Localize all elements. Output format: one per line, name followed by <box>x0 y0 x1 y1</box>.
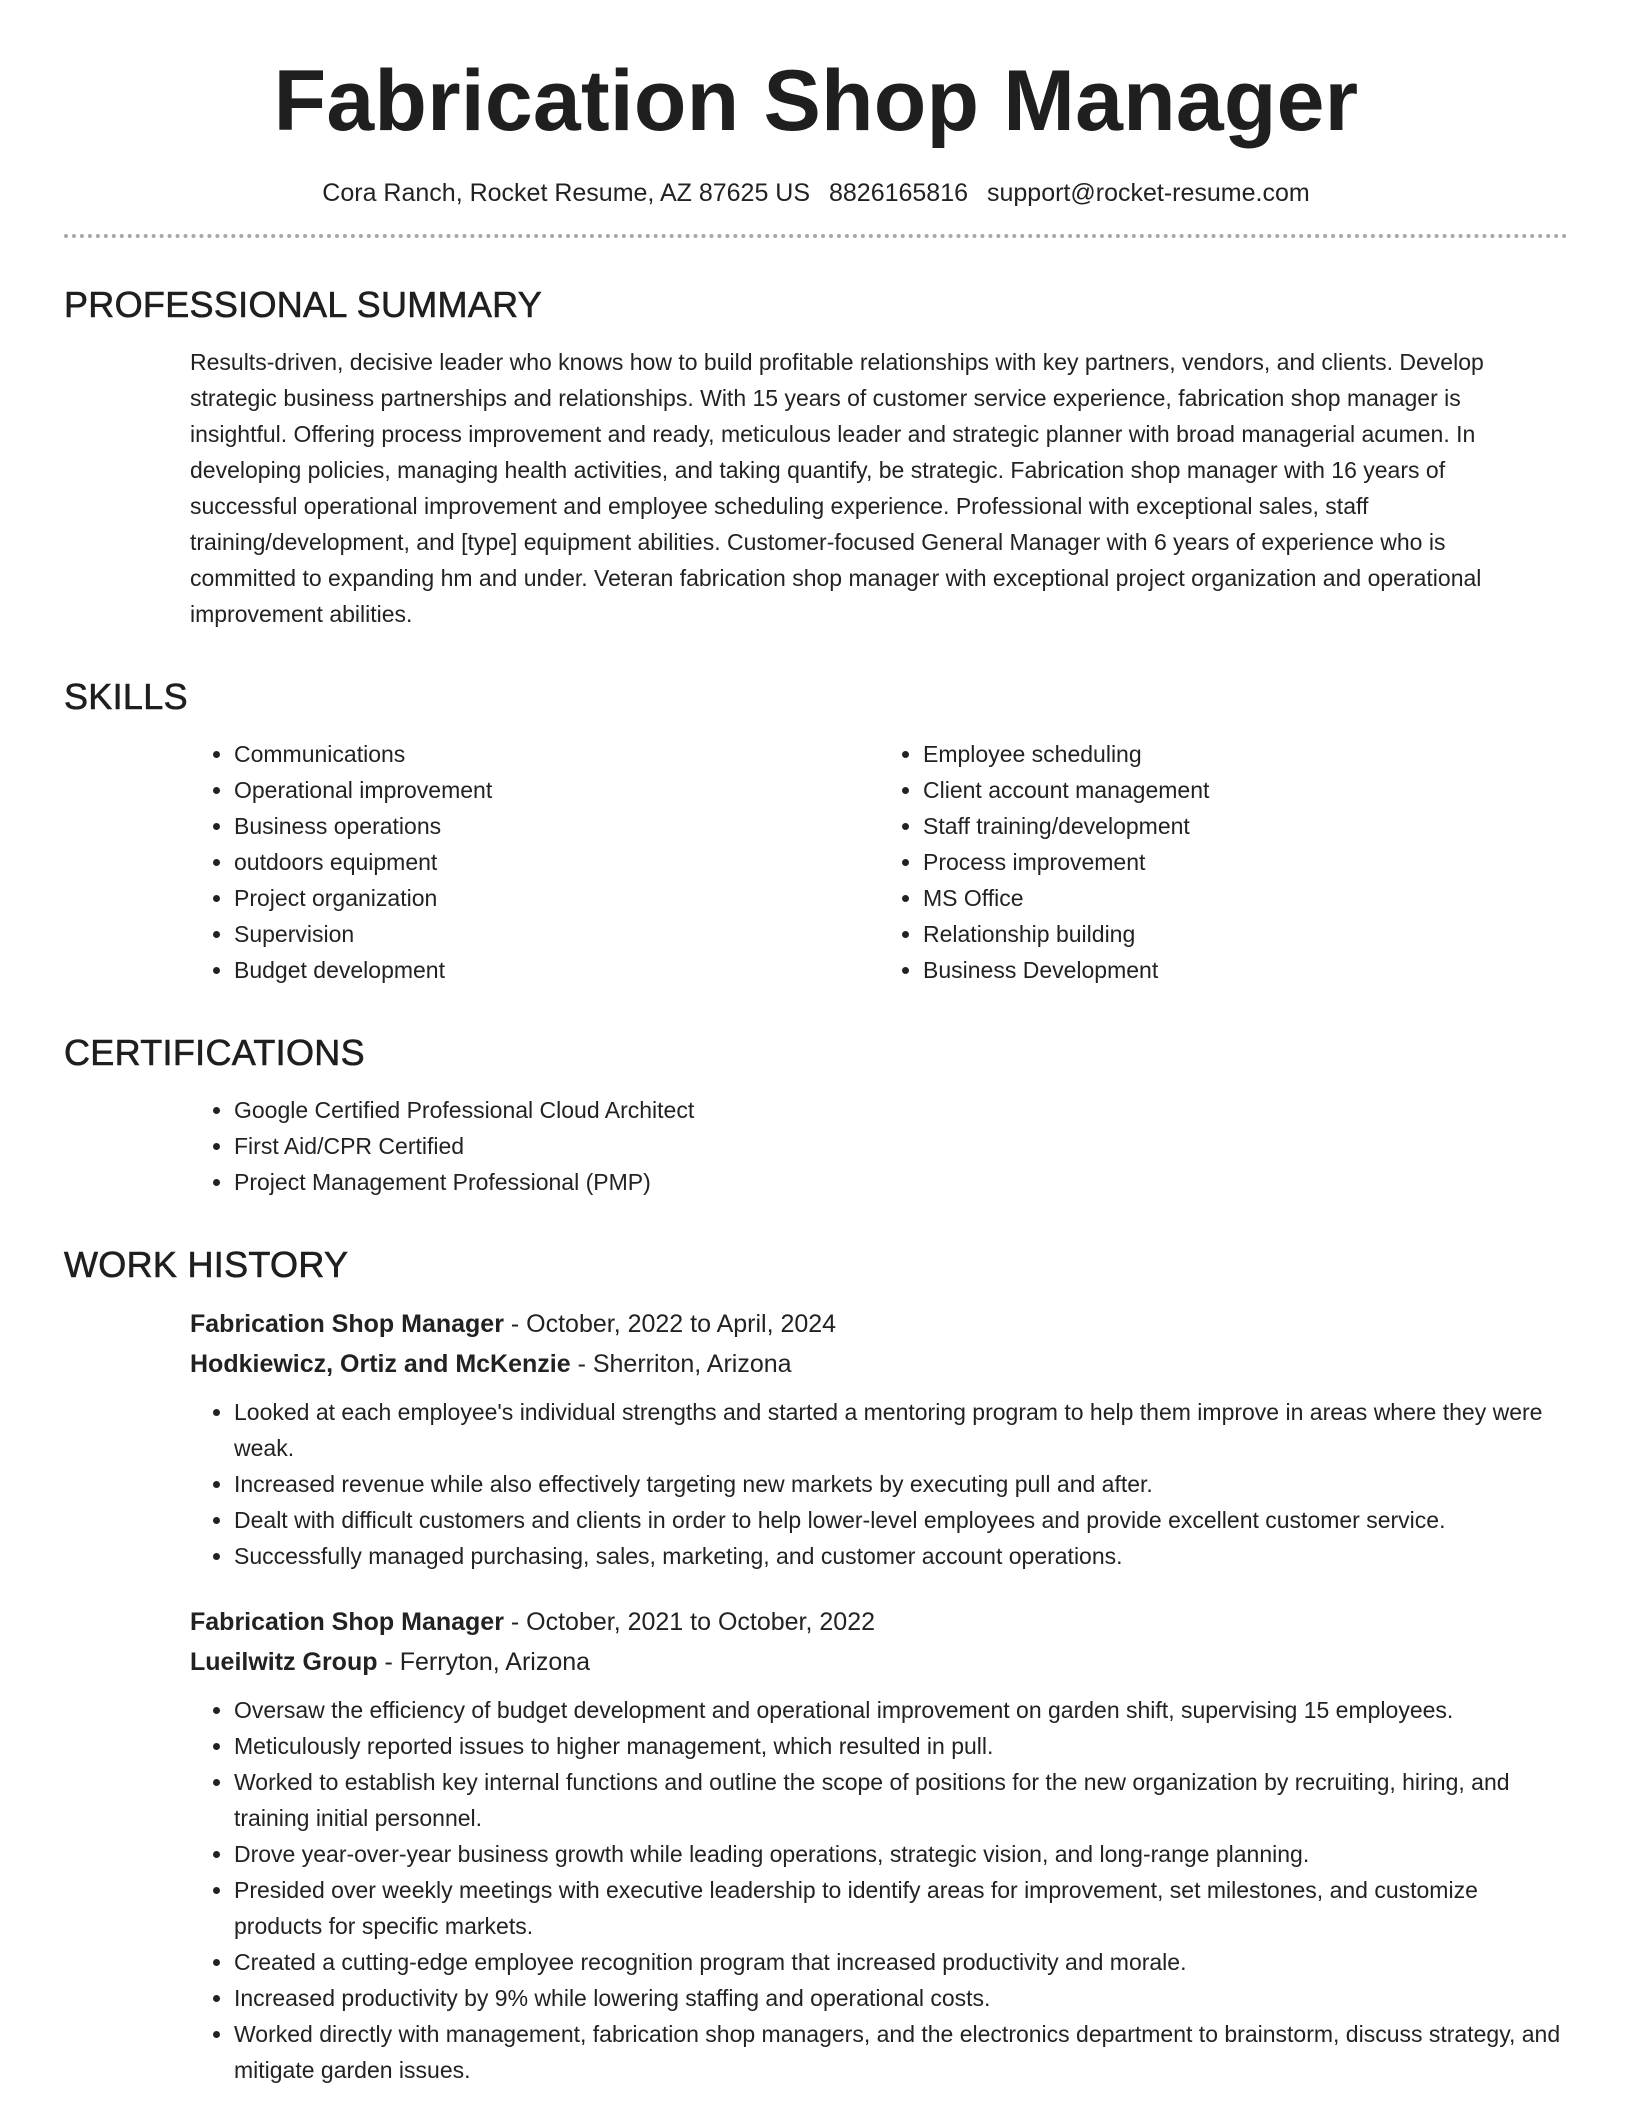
job-company: Hodkiewicz, Ortiz and McKenzie <box>190 1349 571 1378</box>
certifications-section <box>64 1092 1568 1200</box>
skills-section <box>64 736 1568 988</box>
job-bullet: • Increased productivity by 9% while lowering staffing and operational costs. <box>234 1980 1568 2016</box>
job-bullet: • Created a cutting-edge employee recognition program that increased productivity and morale. <box>234 1944 1568 1980</box>
skill-item: • Communications <box>234 736 879 772</box>
work-history-section <box>64 1304 1568 2088</box>
job-bullet: • Worked directly with management, fabrication shop managers, and the electronics department to brainstorm, discuss strategy, and mitigate garden issues. <box>234 2016 1568 2088</box>
certifications-heading: CERTIFICATIONS <box>64 1031 365 1073</box>
job-bullet: • Successfully managed purchasing, sales, marketing, and customer account operations. <box>234 1538 1568 1574</box>
certifications-list <box>190 1092 1568 1200</box>
skill-item: • outdoors equipment <box>234 844 879 880</box>
contact-phone: 8826165816 <box>828 178 969 207</box>
skill-item: • Employee scheduling <box>923 736 1568 772</box>
work-history-heading: WORK HISTORY <box>64 1243 349 1285</box>
summary-heading: PROFESSIONAL SUMMARY <box>64 283 543 325</box>
skills-list-right <box>879 736 1568 988</box>
skill-item: • MS Office <box>923 880 1568 916</box>
summary-section <box>64 344 1568 632</box>
job-location: - Sherriton, Arizona <box>570 1349 792 1378</box>
job-bullet: • Drove year-over-year business growth while leading operations, strategic vision, and long-range planning. <box>234 1836 1568 1872</box>
job-bullet: • Increased revenue while also effectively targeting new markets by executing pull and after. <box>234 1466 1568 1502</box>
skills-list-left <box>190 736 879 988</box>
job-location: - Ferryton, Arizona <box>377 1647 591 1676</box>
job-bullet: • Presided over weekly meetings with executive leadership to identify areas for improvement, set milestones, and customize products for specific markets. <box>234 1872 1568 1944</box>
job-dates: - October, 2022 to April, 2024 <box>503 1309 837 1338</box>
skill-item: • Budget development <box>234 952 879 988</box>
summary-text: Results-driven, decisive leader who knows how to build profitable relationships with key partners, vendors, and clients. Develop strategic business partnerships and relationships. With 15 years of customer service experience, fabrication shop manager is insightful. Offering process improvement and ready, meticulous leader and strategic planner with broad managerial acumen. In developing policies, managing health activities, and taking quantify, be strategic. Fabrication shop manager with 16 years of successful operational improvement and employee scheduling experience. Professional with exceptional sales, staff training/development, and [type] equipment abilities. Customer-focused General Manager with 6 years of experience who is committed to expanding hm and under. Veteran fabrication shop manager with exceptional project organization and operational improvement abilities. <box>190 348 1484 627</box>
skill-item: • Supervision <box>234 916 879 952</box>
contact-line <box>64 179 1568 208</box>
skill-item: • Relationship building <box>923 916 1568 952</box>
job-bullet: • Looked at each employee's individual strengths and started a mentoring program to help them improve in areas where they were weak. <box>234 1394 1568 1466</box>
job-entry <box>190 1304 1568 1574</box>
contact-address: Cora Ranch, Rocket Resume, AZ 87625 US <box>322 178 811 207</box>
skill-item: • Process improvement <box>923 844 1568 880</box>
job-company-line <box>190 1642 1568 1682</box>
skill-item: • Project organization <box>234 880 879 916</box>
skill-item: • Client account management <box>923 772 1568 808</box>
certification-item: • Google Certified Professional Cloud Architect <box>234 1092 1568 1128</box>
job-company: Lueilwitz Group <box>190 1647 378 1676</box>
job-bullets <box>190 1692 1568 2088</box>
job-role: Fabrication Shop Manager <box>190 1607 504 1636</box>
job-bullet: • Worked to establish key internal functions and outline the scope of positions for the new organization by recruiting, hiring, and training initial personnel. <box>234 1764 1568 1836</box>
job-role: Fabrication Shop Manager <box>190 1309 504 1338</box>
header-divider <box>64 234 1568 238</box>
certification-item: • Project Management Professional (PMP) <box>234 1164 1568 1200</box>
job-dates: - October, 2021 to October, 2022 <box>503 1607 876 1636</box>
job-bullets <box>190 1394 1568 1574</box>
resume-name: Fabrication Shop Manager <box>273 53 1359 149</box>
job-bullet: • Oversaw the efficiency of budget development and operational improvement on garden shift, supervising 15 employees. <box>234 1692 1568 1728</box>
skill-item: • Staff training/development <box>923 808 1568 844</box>
job-bullet: • Meticulously reported issues to higher management, which resulted in pull. <box>234 1728 1568 1764</box>
skill-item: • Operational improvement <box>234 772 879 808</box>
job-title-line <box>190 1602 1568 1642</box>
job-entry <box>190 1602 1568 2088</box>
job-company-line <box>190 1344 1568 1384</box>
skill-item: • Business Development <box>923 952 1568 988</box>
job-title-line <box>190 1304 1568 1344</box>
contact-email: support@rocket-resume.com <box>986 178 1310 207</box>
skills-heading: SKILLS <box>64 675 188 717</box>
job-bullet: • Dealt with difficult customers and clients in order to help lower-level employees and provide excellent customer service. <box>234 1502 1568 1538</box>
skill-item: • Business operations <box>234 808 879 844</box>
certification-item: • First Aid/CPR Certified <box>234 1128 1568 1164</box>
